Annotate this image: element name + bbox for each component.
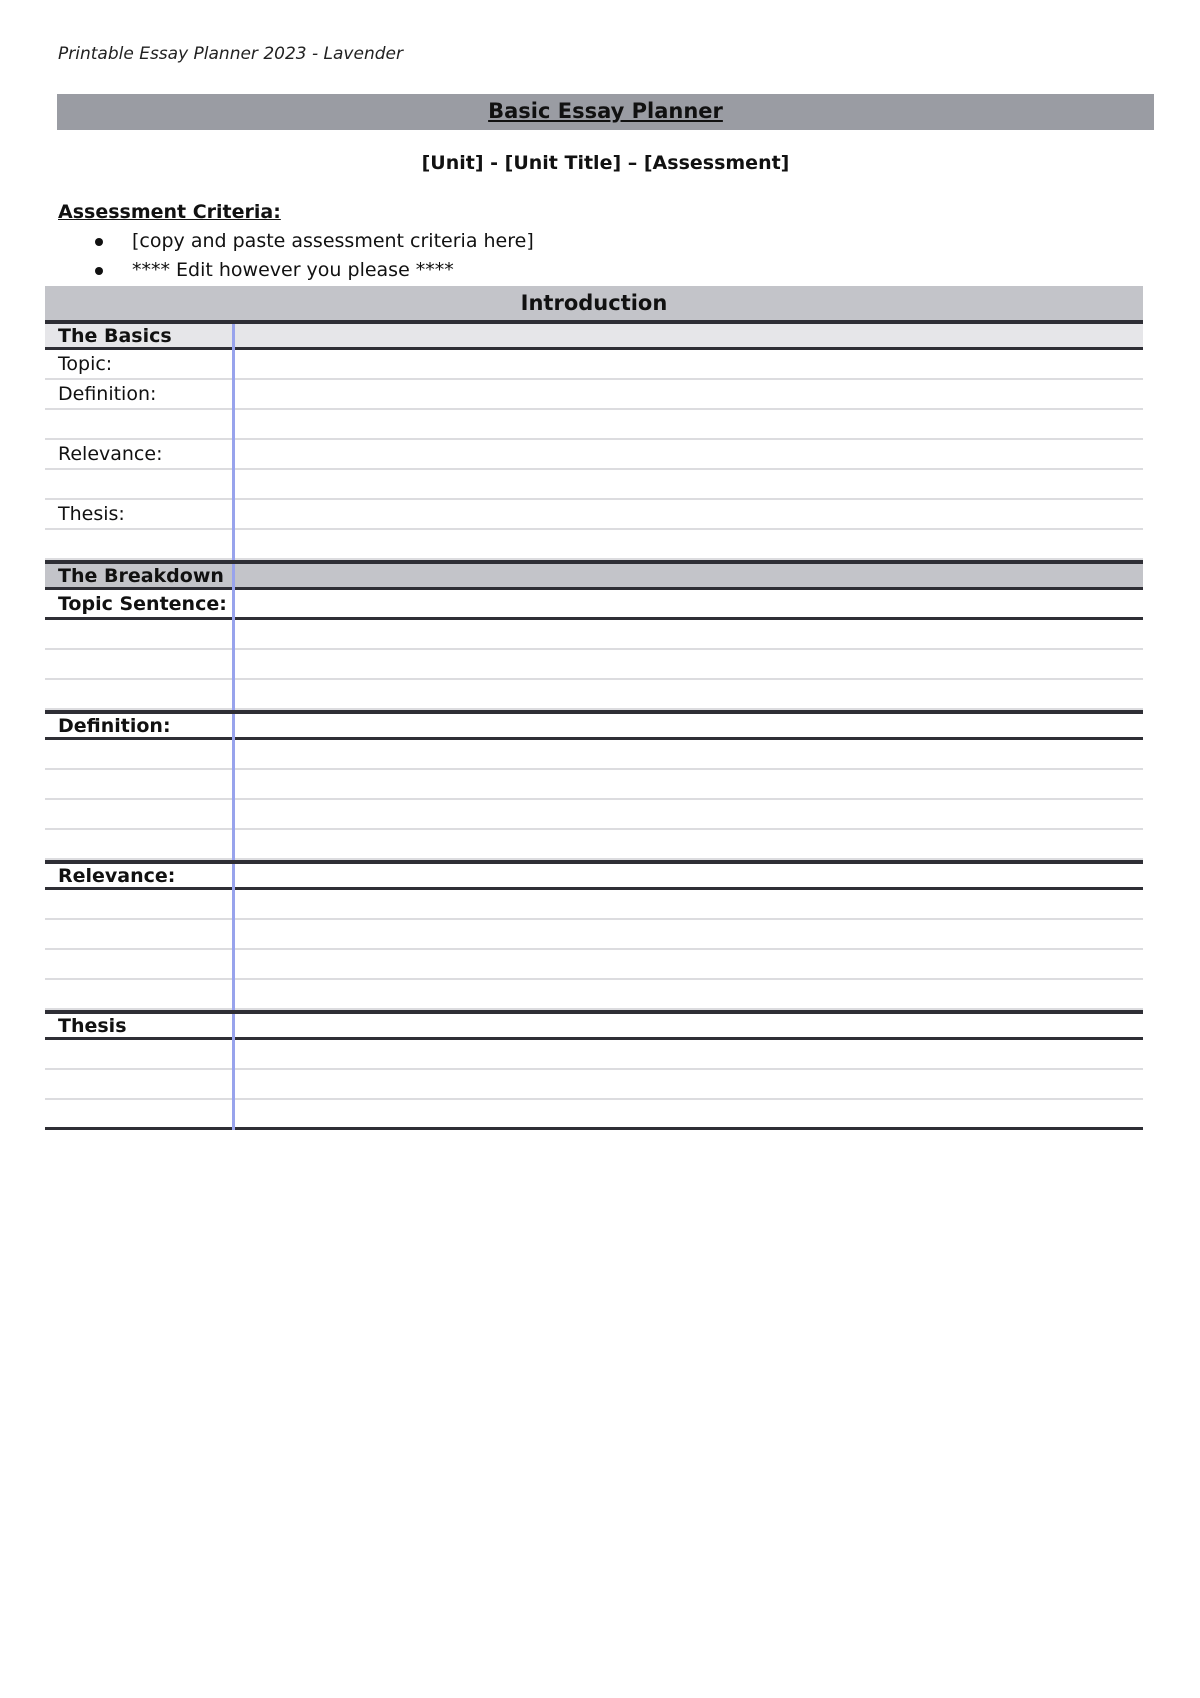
writing-cell[interactable]	[235, 980, 1143, 1008]
writing-cell[interactable]	[235, 620, 1143, 648]
writing-cell[interactable]	[235, 800, 1143, 828]
criteria-item-text: **** Edit however you please ****	[132, 259, 454, 281]
breakdown-group-row	[45, 1010, 1143, 1040]
basics-label: Definition:	[58, 383, 157, 405]
basics-label: Relevance:	[58, 443, 163, 465]
criteria-item-text: [copy and paste assessment criteria here]	[132, 230, 534, 252]
writing-cell[interactable]	[235, 830, 1143, 858]
blank-row	[45, 1100, 1143, 1130]
writing-cell[interactable]	[235, 714, 1143, 737]
basics-row	[45, 470, 1143, 500]
title-bar	[57, 94, 1154, 130]
blank-row	[45, 680, 1143, 710]
criteria-heading: Assessment Criteria:	[58, 201, 281, 223]
subtitle: [Unit] - [Unit Title] – [Assessment]	[421, 152, 790, 174]
blank-row	[45, 920, 1143, 950]
blank-row	[45, 740, 1143, 770]
writing-cell[interactable]	[235, 440, 1143, 468]
writing-cell[interactable]	[235, 950, 1143, 978]
blank-row	[45, 980, 1143, 1010]
breakdown-label: Definition:	[58, 714, 171, 737]
writing-cell[interactable]	[235, 770, 1143, 798]
breakdown-group-row	[45, 860, 1143, 890]
writing-cell[interactable]	[235, 864, 1143, 887]
basics-row	[45, 500, 1143, 530]
breakdown-label: Relevance:	[58, 864, 176, 887]
criteria-item	[58, 227, 534, 256]
basics-heading-row	[45, 320, 1143, 350]
breakdown-label: Thesis	[58, 1014, 127, 1037]
basics-label: Topic:	[58, 353, 113, 375]
planner-body	[45, 320, 1143, 1130]
basics-row	[45, 410, 1143, 440]
writing-cell[interactable]	[235, 350, 1143, 378]
blank-row	[45, 1040, 1143, 1070]
writing-cell[interactable]	[235, 890, 1143, 918]
basics-row	[45, 350, 1143, 380]
planner-table	[45, 286, 1143, 1130]
writing-cell[interactable]	[235, 1040, 1143, 1068]
writing-cell[interactable]	[235, 380, 1143, 408]
breakdown-heading-row	[45, 560, 1143, 590]
writing-cell[interactable]	[235, 410, 1143, 438]
writing-cell[interactable]	[235, 650, 1143, 678]
blank-row	[45, 800, 1143, 830]
writing-cell[interactable]	[235, 590, 1143, 617]
basics-label: Thesis:	[58, 503, 125, 525]
writing-cell[interactable]	[235, 500, 1143, 528]
bullet-icon	[95, 238, 103, 246]
writing-cell[interactable]	[235, 470, 1143, 498]
writing-cell[interactable]	[235, 1070, 1143, 1098]
writing-cell[interactable]	[235, 680, 1143, 708]
blank-row	[45, 620, 1143, 650]
breakdown-group-row	[45, 710, 1143, 740]
bullet-icon	[95, 267, 103, 275]
breakdown-heading: The Breakdown	[58, 564, 224, 587]
blank-row	[45, 650, 1143, 680]
breakdown-label: Topic Sentence:	[58, 592, 227, 615]
breakdown-group-row	[45, 590, 1143, 620]
writing-cell[interactable]	[235, 324, 1143, 347]
basics-row	[45, 380, 1143, 410]
criteria-item	[58, 256, 534, 285]
writing-cell[interactable]	[235, 564, 1143, 587]
blank-row	[45, 890, 1143, 920]
blank-row	[45, 950, 1143, 980]
criteria-list	[58, 227, 534, 285]
blank-row	[45, 830, 1143, 860]
section-header-introduction: Introduction	[45, 286, 1143, 320]
writing-cell[interactable]	[235, 1014, 1143, 1037]
page-title: Basic Essay Planner	[488, 99, 723, 123]
writing-cell[interactable]	[235, 530, 1143, 558]
basics-row	[45, 440, 1143, 470]
blank-row	[45, 1070, 1143, 1100]
blank-row	[45, 770, 1143, 800]
writing-cell[interactable]	[235, 920, 1143, 948]
basics-row	[45, 530, 1143, 560]
page-header: Printable Essay Planner 2023 - Lavender	[58, 44, 403, 64]
writing-cell[interactable]	[235, 1100, 1143, 1127]
writing-cell[interactable]	[235, 740, 1143, 768]
basics-heading: The Basics	[58, 324, 172, 347]
